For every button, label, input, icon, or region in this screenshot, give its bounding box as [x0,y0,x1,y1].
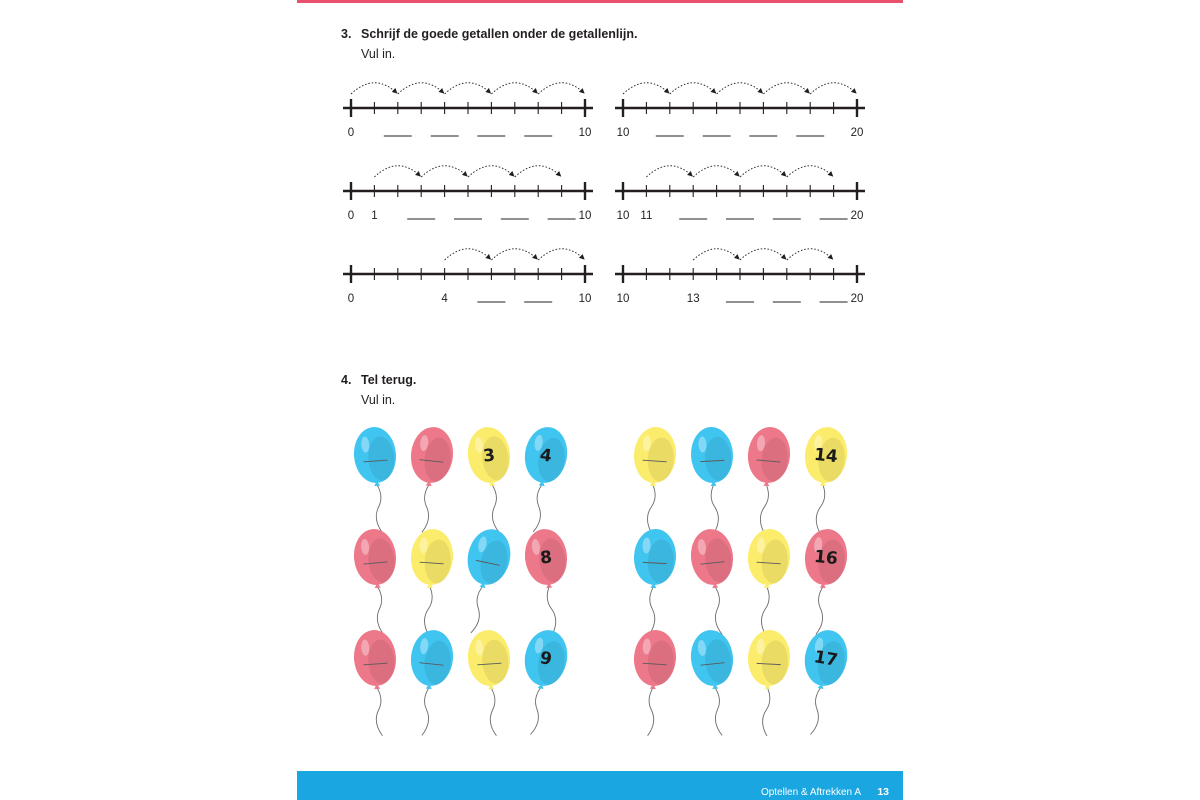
jump-arrow [693,166,739,177]
balloon-string [810,687,824,735]
balloon-yellow [406,528,455,637]
balloon-string [648,587,657,635]
balloon-group [352,525,575,637]
balloon-number: 16 [813,546,839,570]
jump-arrow [491,249,537,260]
page-footer [297,771,903,800]
exercise-3-title-text: Schrijf de goede getallen onder de getallenlijn. [361,27,638,41]
jump-arrow [693,249,739,260]
number-line [343,166,593,222]
balloon-string [761,587,770,635]
balloon-blue [452,525,515,637]
jump-arrow [787,166,833,177]
jump-arrow [670,83,716,94]
end-label: 10 [578,293,592,305]
jump-arrow [468,166,514,177]
end-label: 20 [850,293,864,305]
balloon-number: 9 [538,648,554,670]
balloon-yellow [629,426,678,535]
balloon-string [647,688,656,736]
balloon-red [688,527,741,637]
balloon-string [375,587,385,635]
jump-arrow [810,83,856,94]
balloon-red [797,527,850,637]
balloon-string [421,688,432,736]
number-line [343,249,593,305]
balloon-string [424,587,433,635]
balloon-yellow [744,629,791,737]
jump-arrow [740,166,786,177]
balloon-yellow [466,629,515,738]
start-label: 10 [616,127,630,139]
jump-arrow [538,249,584,260]
jump-arrow [351,83,397,94]
balloon-blue [630,528,677,636]
end-label: 20 [850,127,864,139]
number-line [615,249,865,305]
balloon-yellow [797,425,850,535]
jump-arrow [763,83,809,94]
balloon-group [352,627,571,739]
start-label: 0 [347,210,355,222]
end-label: 10 [578,127,592,139]
balloon-string [532,484,545,532]
exercise-4-title-text: Tel terug. [361,373,417,387]
balloon-string [712,688,723,736]
end-label: 20 [850,210,864,222]
exercise-4-number: 4. [341,373,352,387]
jump-arrow [398,83,444,94]
jump-arrow [740,249,786,260]
given-number: 1 [371,210,378,222]
end-label: 10 [578,210,592,222]
balloon-group [630,527,850,637]
given-number: 13 [686,293,700,305]
balloon-groups [297,415,903,725]
exercise-3-number: 3. [341,27,352,41]
jump-arrow [374,166,420,177]
jump-arrow [515,166,561,177]
balloon-string [711,485,720,533]
exercise-3-instruction: Vul in. [361,47,396,61]
balloon-string [489,485,500,533]
balloon-blue [403,628,456,738]
number-line [615,166,865,222]
balloon-string [647,485,656,533]
jump-arrow [646,166,692,177]
balloon-red [522,527,575,637]
exercise-4-title [341,373,416,387]
balloon-string [488,688,497,736]
balloon-group [352,424,571,535]
start-label: 0 [347,293,355,305]
balloon-red [352,629,401,738]
number-line [343,83,593,139]
number-line [615,83,865,139]
worksheet-page [297,0,903,800]
balloon-yellow [465,425,518,535]
start-label: 10 [616,210,630,222]
balloon-number: 4 [538,445,554,467]
balloon-blue [792,627,852,739]
exercise-4-instruction: Vul in. [361,393,396,407]
balloon-string [530,687,544,735]
balloon-string [374,485,383,533]
balloon-number: 8 [539,547,554,569]
balloon-blue [514,424,570,535]
balloon-red [352,527,403,636]
balloon-red [741,425,792,534]
balloon-string [470,586,486,634]
balloon-string [546,587,557,635]
jump-arrow [538,83,584,94]
number-lines [297,0,903,330]
balloon-number: 17 [812,647,840,671]
balloon-number: 14 [813,444,839,468]
balloon-string [815,587,826,635]
balloon-yellow [743,528,792,637]
jump-arrow [717,83,763,94]
given-number: 4 [441,293,448,305]
balloon-string [815,485,826,533]
start-label: 10 [616,293,630,305]
given-number: 11 [640,210,653,222]
start-label: 0 [347,127,355,139]
jump-arrow [491,83,537,94]
balloon-string [712,587,723,635]
balloon-red [403,425,456,535]
balloon-string [759,485,769,533]
jump-arrow [787,249,833,260]
balloon-string [374,688,383,736]
footer-title: Optellen & Aftrekken A [760,787,861,798]
balloon-number: 3 [482,445,497,467]
balloon-group [629,627,852,739]
balloon-string [762,688,771,736]
jump-arrow [623,83,669,94]
jump-arrow [445,249,491,260]
balloon-red [629,629,678,738]
jump-arrow [445,83,491,94]
jump-arrow [421,166,467,177]
balloon-string [421,485,432,533]
balloon-group [629,425,850,535]
balloon-blue [352,426,401,535]
balloon-blue [690,426,737,534]
balloon-blue [688,628,741,738]
page-number: 13 [877,786,889,798]
balloon-blue [512,627,572,739]
